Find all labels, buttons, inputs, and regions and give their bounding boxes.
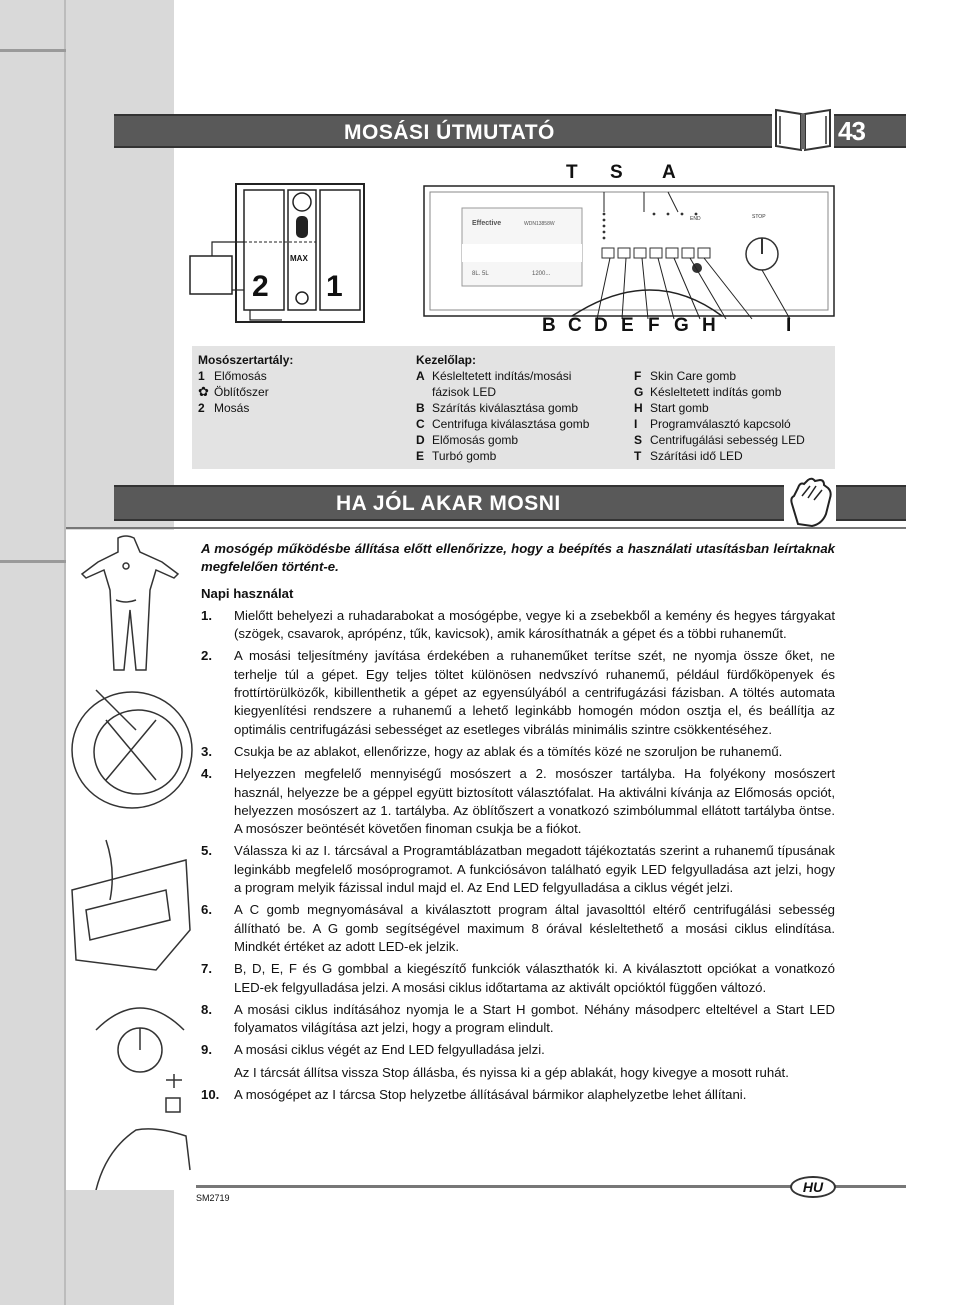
finger-press-illustration — [96, 1074, 190, 1190]
drawer-illustration — [72, 840, 190, 970]
drawer-number-2: 2 — [252, 270, 269, 303]
item-text: A mosási ciklus végét az End LED felgyulladása jelzi. — [234, 1042, 545, 1058]
panel-letter-f: F — [648, 315, 660, 336]
left-illustrations — [66, 530, 196, 1190]
panel-letter-h: H — [702, 315, 716, 336]
list-item — [201, 607, 835, 644]
legend-key: S — [634, 433, 643, 447]
legend-row — [416, 368, 630, 384]
legend-key: E — [416, 449, 425, 463]
item-text: A mosási teljesítmény javítása érdekében a ruhaneműket terítse szét, ne nyomja össze őket, ne terhelje túl a gépet. Egy teljes töltet különösen nedvszívó ruhanemű, például fürdőköpenyek és frottírtörülközők, kibillenthetik a gépet az egyensúlyából a centrifugázási fázisban. A töltés automata kiegyenlítési rendszere a ruhanemű a lehető leginkább homogén módon osztja el, és beállítja az optimális centrifugázási sebességet az esetleges vibrálás minimális szintre csökkentéséhez. — [234, 648, 835, 737]
list-item — [201, 1001, 835, 1038]
page-number: 43 — [838, 116, 865, 146]
item-number: 5. — [201, 843, 212, 859]
item-text: B, D, E, F és G gombbal a kiegészítő funkciók választhatók ki. A kiválasztott opciókat a vonatkozó LED-ek felgyulladása jelzi. A mosási ciklus időtartama az aktivált opcióktól függően változó. — [234, 961, 835, 995]
legend-text: Szárítási idő LED — [650, 449, 743, 463]
item-text: Helyezzen megfelelő mennyiségű mosószert a 2. mosószer tartályba. Ha folyékony mosószert használ, helyezze be a géppel együtt biztosított választófalat. Ha aktiválni kívánja az Előmosás opciót, helyezzen mosószert az 1. tartályba. Az öblítőszert a vonatkozó szimbólummal ellátott tartályba öntse. A mosószer beöntését követően finoman csukja be a fiókot. — [234, 766, 835, 837]
margin-rule — [0, 560, 66, 563]
panel-letter-i: I — [786, 315, 792, 336]
language-badge: HU — [790, 1176, 836, 1198]
list-item — [201, 960, 835, 997]
panel-letter-s: S — [610, 162, 623, 183]
legend-row — [634, 448, 834, 464]
drawer-number-1: 1 — [326, 270, 343, 303]
item-number: 6. — [201, 902, 212, 918]
item-number: 3. — [201, 743, 212, 759]
legend-key: 1 — [198, 369, 205, 383]
legend-row — [634, 384, 834, 400]
panel-model: WDN13858W — [524, 221, 555, 227]
legend-row — [634, 416, 834, 432]
legend-text: Skin Care gomb — [650, 369, 737, 383]
legend-title: Kezelőlap: — [416, 353, 477, 367]
panel-letter-c: C — [568, 315, 582, 336]
panel-letter-t: T — [566, 162, 578, 183]
drawer-max-label: MAX — [290, 254, 308, 263]
item-text: Válassza ki az I. tárcsával a Programtáblázatban megadott tájékoztatás szerint a ruhanemű típusának leginkább megfelelő mosóprogramot. A funkciósávon található egyik LED felgyulladása azt jelzi, hogy a program melyik fázissal indul majd el. Az End LED felgyulladása a ciklus végét jelzi. — [234, 843, 835, 896]
item-number: 10. — [201, 1087, 220, 1103]
legend-key: C — [416, 417, 425, 431]
legend-text: Késleltetett indítás gomb — [650, 385, 782, 399]
legend-control-panel-continued — [634, 368, 834, 464]
legend-row — [416, 400, 630, 416]
panel-display-left: 8L. 5L — [472, 271, 489, 277]
legend-text: fázisok LED — [432, 385, 497, 399]
panel-brand: Effective — [472, 220, 502, 227]
legend-text: Mosás — [214, 401, 250, 415]
legend-title: Mosószertartály: — [198, 353, 294, 367]
legend-box — [192, 346, 835, 469]
item-text: Mielőtt behelyezi a ruhadarabokat a mosógépbe, vegye ki a zsebekből a kemény és hegyes tárgyakat (szögek, csavarok, aprópénz, tűk, kavicsok), amik károsíthatnák a gépet és a többi ruhaneműt. — [234, 607, 835, 642]
legend-row — [416, 384, 630, 400]
item-text: Az I tárcsát állítsa vissza Stop állásba, és nyissa ki a gép ablakát, hogy kivegye a mosott ruhát. — [234, 1064, 789, 1080]
item-number: 9. — [201, 1042, 212, 1058]
section-title: MOSÁSI ÚTMUTATÓ — [344, 121, 555, 144]
legend-row — [634, 368, 834, 384]
item-number: 7. — [201, 961, 212, 977]
legend-key: I — [634, 417, 638, 431]
overalls-illustration — [82, 536, 178, 670]
panel-display-right: 1200... — [532, 271, 551, 277]
detergent-drawer-diagram — [188, 180, 368, 330]
legend-text: Programválasztó kapcsoló — [650, 417, 791, 431]
legend-key: B — [416, 401, 425, 415]
legend-key: T — [634, 449, 642, 463]
panel-letter-b: B — [542, 315, 556, 336]
list-item — [201, 1041, 835, 1059]
list-item — [201, 743, 835, 761]
legend-text: Öblítőszer — [214, 385, 269, 399]
section-separator — [66, 527, 906, 529]
hand-icon — [784, 474, 836, 528]
legend-row — [416, 416, 630, 432]
legend-row — [416, 448, 630, 464]
footer-code: SM2719 — [196, 1193, 230, 1203]
legend-key: A — [416, 369, 425, 383]
legend-row — [198, 384, 398, 400]
book-icon — [772, 104, 834, 154]
legend-key: 2 — [198, 401, 205, 415]
legend-row — [198, 400, 398, 416]
legend-text: Turbó gomb — [432, 449, 497, 463]
item-text: Csukja be az ablakot, ellenőrizze, hogy az ablak és a tömítés közé ne szoruljon be ruhanemű. — [234, 743, 783, 759]
legend-key: F — [634, 369, 642, 383]
item-text: A mosógépet az I tárcsa Stop helyzetbe állításával bármikor alaphelyzetbe lehet állítani. — [234, 1087, 747, 1103]
intro-paragraph: A mosógép működésbe állítása előtt ellenőrizze, hogy a beépítés a használati utasításban leírtaknak megfelelően történt-e. — [201, 541, 835, 575]
panel-letter-d: D — [594, 315, 608, 336]
panel-letter-a: A — [662, 162, 676, 183]
list-item — [201, 765, 835, 838]
legend-key: D — [416, 433, 425, 447]
legend-detergent-drawer — [198, 352, 398, 416]
legend-text: Késleltetett indítás/mosási — [432, 369, 572, 383]
list-item — [201, 1086, 835, 1104]
dial-illustration — [96, 1008, 184, 1072]
panel-letter-g: G — [674, 315, 689, 336]
legend-text: Előmosás — [214, 369, 267, 383]
item-number: 1. — [201, 607, 212, 623]
legend-row — [416, 432, 630, 448]
list-item — [201, 1064, 835, 1082]
margin-rule — [0, 49, 66, 52]
control-panel-diagram — [422, 184, 842, 324]
legend-text: Szárítás kiválasztása gomb — [432, 401, 579, 415]
item-text: A mosási ciklus indításához nyomja le a Start H gombot. Néhány másodperc elteltével a Start LED folyamatos világítása azt jelzi, hogy a program elindult. — [234, 1001, 835, 1036]
section-title: HA JÓL AKAR MOSNI — [336, 492, 561, 515]
legend-row — [634, 432, 834, 448]
item-number: 2. — [201, 648, 212, 664]
list-item — [201, 647, 835, 738]
drum-illustration — [72, 690, 192, 808]
panel-end-label: END — [690, 216, 701, 222]
legend-key: H — [634, 401, 643, 415]
legend-text: Centrifuga kiválasztása gomb — [432, 417, 590, 431]
legend-row — [198, 368, 398, 384]
list-item — [201, 842, 835, 897]
subheading-daily-use: Napi használat — [201, 585, 294, 601]
legend-text: Előmosás gomb — [432, 433, 519, 447]
legend-text: Start gomb — [650, 401, 709, 415]
legend-row — [634, 400, 834, 416]
panel-stop-label: STOP — [752, 214, 766, 220]
panel-letter-e: E — [621, 315, 634, 336]
item-number: 4. — [201, 766, 212, 782]
item-text: A C gomb megnyomásával a kiválasztott program által javasolttól eltérő centrifugálási sebesség állítható be. A G gomb segítségével maximum 8 órával késleltethető a mosási ciklus elindítása. Mindkét értéket az adott LED-ek jelzik. — [234, 902, 835, 954]
legend-text: Centrifugálási sebesség LED — [650, 433, 805, 447]
instructions-content — [201, 540, 835, 1108]
item-number: 8. — [201, 1001, 212, 1017]
legend-key: G — [634, 385, 644, 399]
list-item — [201, 901, 835, 956]
figure-area — [174, 158, 906, 344]
legend-control-panel — [416, 352, 630, 464]
flower-icon: ✿ — [198, 384, 209, 399]
